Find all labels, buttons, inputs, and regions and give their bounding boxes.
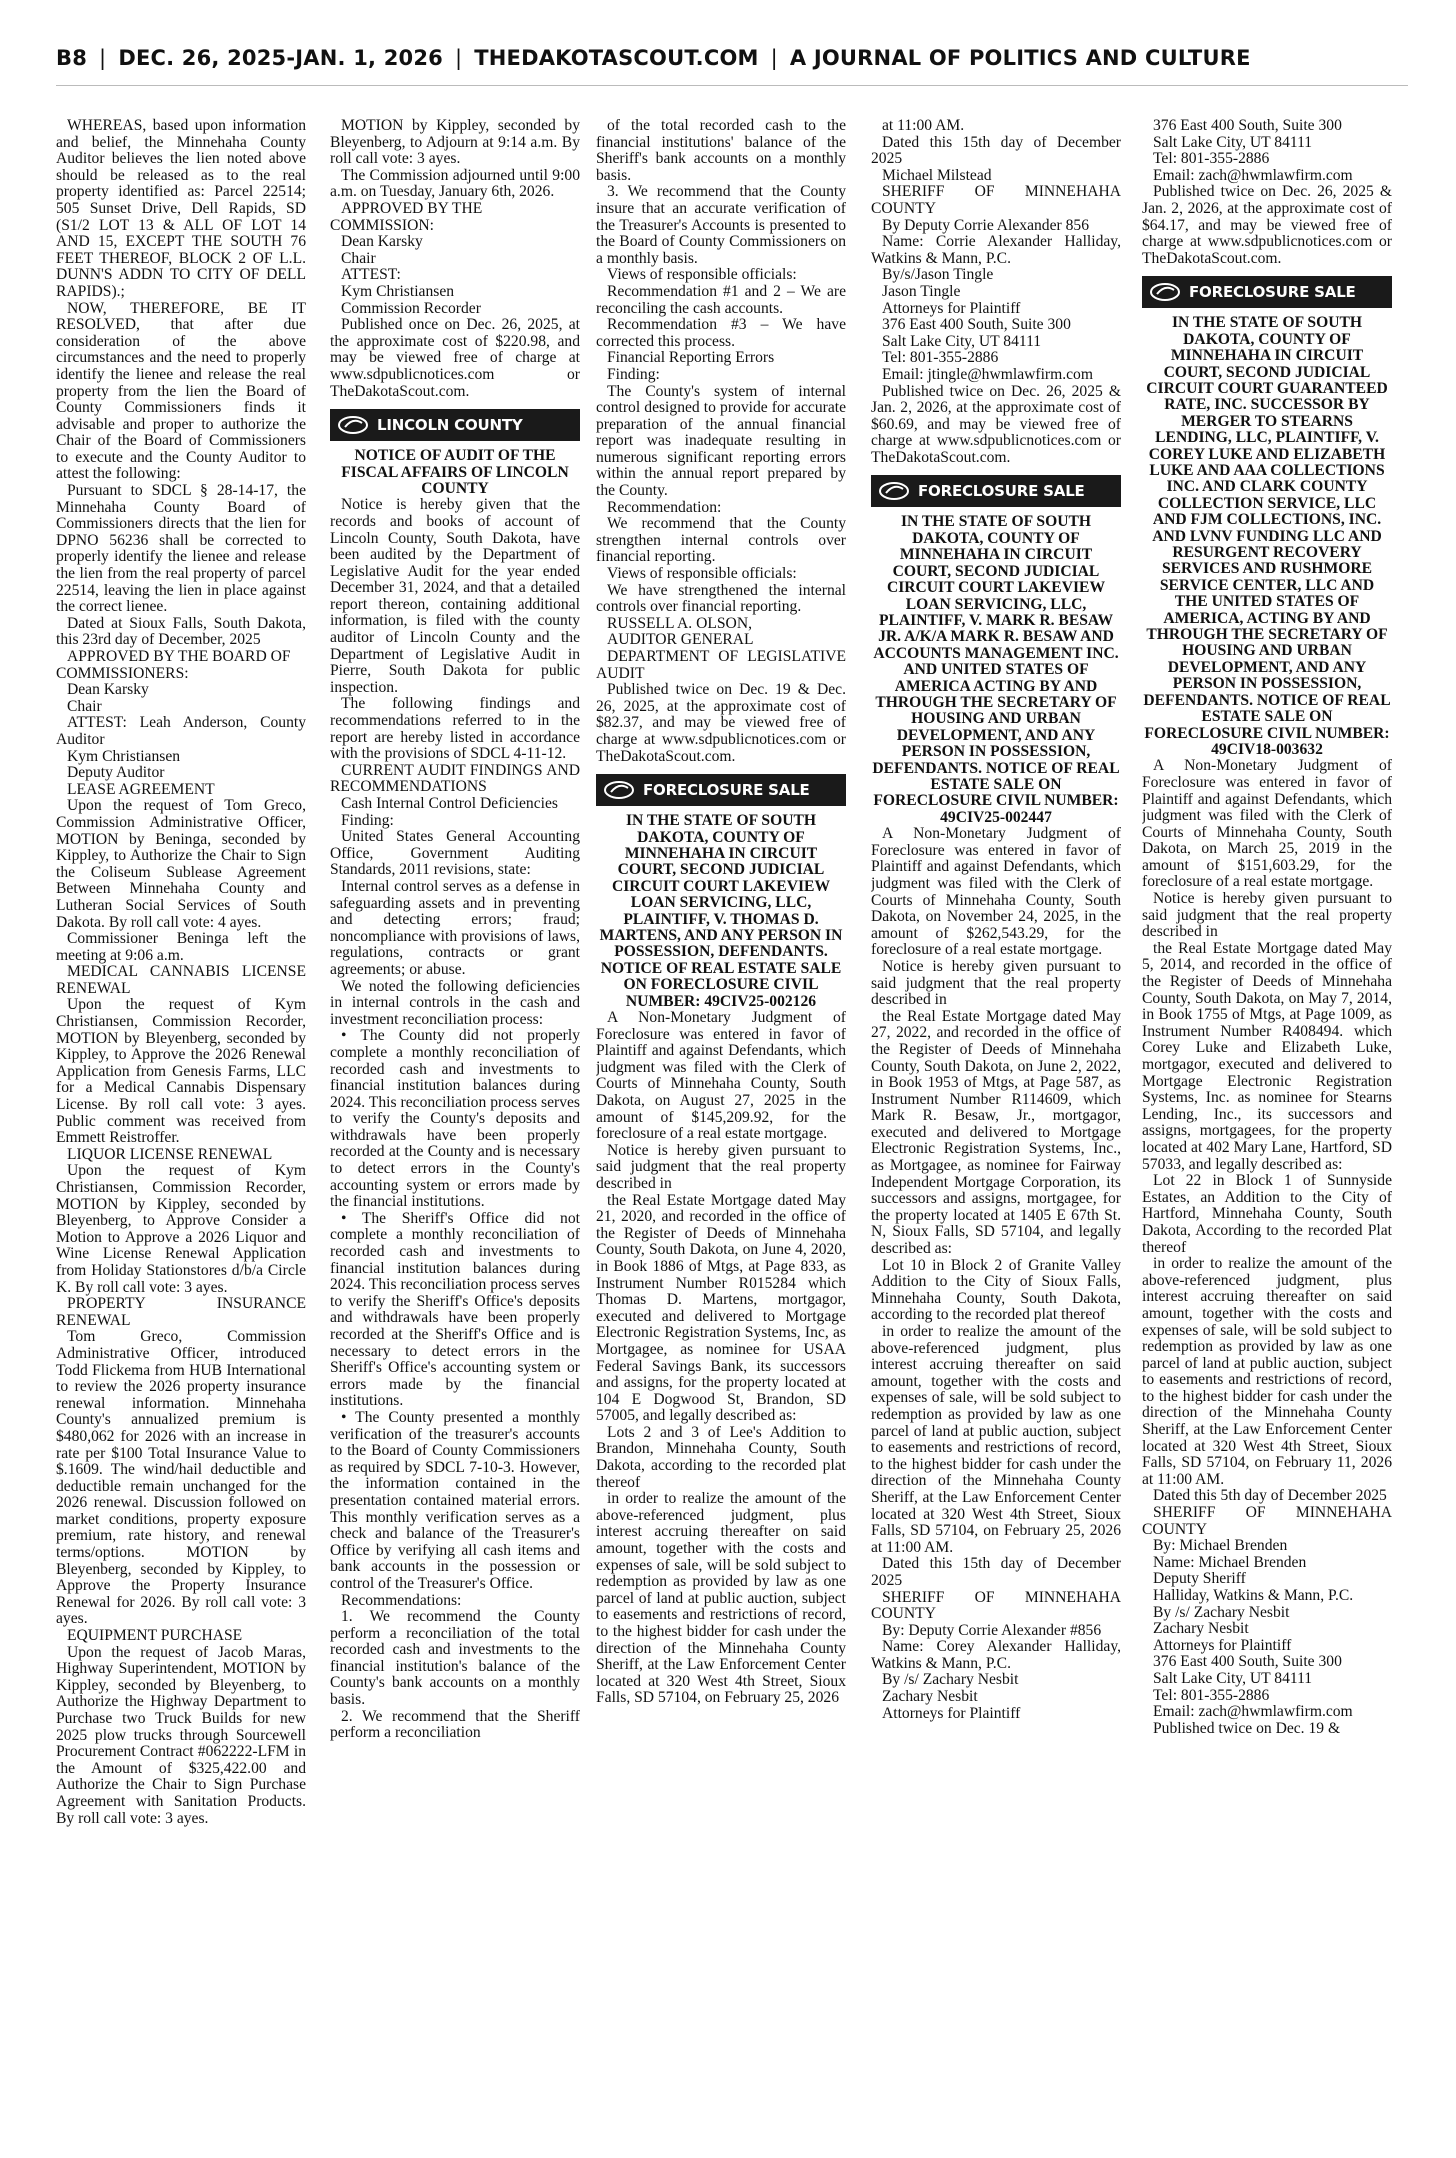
section-banner-label: FORECLOSURE SALE [643,780,810,799]
paragraph: WHEREAS, based upon information and belief, the Minnehaha County Auditor believes the lien noted above should be released as to the real property identified as: Parcel 22514; 505 Sunset Drive, Dell Rapids, SD (S1/2 LOT 13 & ALL OF LOT 14 AND 15, EXCEPT THE SOUTH 76 FEET THEREOF, BLOCK 2 OF L.L. DUNN'S ADDN TO CITY OF DELL RAPIDS).; [56,118,306,300]
paragraph: Commissioner Beninga left the meeting at 9:06 a.m. [56,930,306,964]
paragraph: • The County did not properly complete a monthly reconciliation of recorded cash and investments to financial institution balances during 2024. This reconciliation process serves to verify the County's deposits and withdrawals have been properly recorded at the County and is necessary to detect errors in the County's accounting system or errors made by the financial institutions. [330,1027,580,1211]
paragraph: MOTION by Kippley, seconded by Bleyenberg, to Adjourn at 9:14 a.m. By roll call vote: 3 ayes. [330,118,580,168]
paragraph: Email: zach@hwmlawfirm.com [1153,166,1353,184]
paragraph: NOW, THEREFORE, BE IT RESOLVED, that after due consideration of the above circumstances and the need to properly identify the lienee and release the real property from the lien the Board of County Commissioners finds it advisable and proper to authorize the Chair of the Board of Commissioners to execute and the County Auditor to attest the following: [56,299,306,483]
section-banner-label: LINCOLN COUNTY [377,415,523,434]
paragraph: Dated this 15th day of December 2025 [871,1555,1121,1589]
masthead: B8 | DEC. 26, 2025-JAN. 1, 2026 | THEDAKOTASCOUT.COM | A JOURNAL OF POLITICS AND CULTURE [56,46,1251,70]
paragraph: Dated this 15th day of December 2025 [871,133,1121,168]
text-line: 376 East 400 South, Suite 300 [1153,1653,1342,1671]
text-line: Deputy Sheriff [1153,1570,1246,1588]
text-line: Deputy Auditor [67,764,165,782]
scout-logo-icon [1148,281,1182,303]
text-line: Chair [341,249,376,267]
paragraph: MEDICAL CANNABIS LICENSE RENEWAL [56,963,306,997]
text-line: 376 East 400 South, Suite 300 [882,316,1071,334]
paragraph: SHERIFF OF MINNEHAHA COUNTY [1142,1504,1392,1538]
paragraph: Published twice on Dec. 19 & [1153,1719,1341,1737]
section-banner-label: FORECLOSURE SALE [1189,283,1356,302]
paragraph: Recommendation #1 and 2 – We are reconciling the cash accounts. [596,282,846,317]
paragraph: the Real Estate Mortgage dated May 27, 2022, and recorded in the office of the Register of Deeds of Minnehaha County, South Dakota, on June 2, 2022, in Book 1953 of Mtgs, at Page 587, as Instrument Number R114609, which Mark R. Besaw, Jr., mortgagor, executed and delivered to Mortgage Electronic Registration Systems, Inc., as Mortgagee, as nominee for Fairway Independent Mortgage Corporation, its successors and assigns, mortgagee, for the property located at 1405 E 67th St. N, Sioux Falls, SD 57104, and legally described as: [871,1007,1121,1258]
text-line: Zachary Nesbit [882,1688,978,1706]
notice-heading: NOTICE OF AUDIT OF THE FISCAL AFFAIRS OF LINCOLN COUNTY [341,447,569,497]
paragraph: A Non-Monetary Judgment of Foreclosure was entered in favor of Plaintiff and against Defendants, which judgment was filed with the Clerk of Courts of Minnehaha County, South Dakota, on August 27, 2025 in the amount of $145,209.92, for the foreclosure of a real estate mortgage. [596,1009,846,1143]
text-line: Jason Tingle [882,282,961,300]
paragraph: PROPERTY INSURANCE RENEWAL [56,1295,306,1329]
paragraph: The County's system of internal control designed to provide for accurate preparation of the annual financial report was inadequate resulting in numerous significant reporting errors within the annual report prepared by the County. [596,382,846,500]
paragraph: Internal control serves as a defense in safeguarding assets and in preventing and detecting errors; fraud; noncompliance with provisions of laws, regulations, contracts or grant agreements; or abuse. [330,877,580,978]
text-line: By/s/Jason Tingle [882,266,994,284]
paragraph: We noted the following deficiencies in internal controls in the cash and investment reconciliation process: [330,977,580,1028]
paragraph: Notice is hereby given that the records and books of account of Lincoln County, South Dakota, have been audited by the Department of Legislative Audit for the year ended December 31, 2024, and that a detailed report thereon, containing additional information, is filed with the county auditor of Lincoln County and the Department of Legislative Audit in Pierre, South Dakota for public inspection. [330,496,580,696]
text-line: Michael Milstead [882,166,992,184]
text-line: By /s/ Zachary Nesbit [1153,1603,1290,1621]
paragraph: Notice is hereby given pursuant to said judgment that the real property described in [596,1141,846,1192]
paragraph: By Deputy Corrie Alexander 856 [882,216,1090,234]
text-line: Commission Recorder [341,299,481,317]
paragraph: Upon the request of Kym Christiansen, Commission Recorder, MOTION by Bleyenberg, seconded by Kippley, to Approve the 2026 Renewal Application from Genesis Farms, LLC for a Medical Cannabis Dispensary License. By roll call vote: 3 ayes. Public comment was received from Emmett Reistroffer. [56,996,306,1147]
column-2 [330,118,580,2128]
masthead-rule [56,85,1408,86]
text-line: Recommendation: [607,498,722,516]
text-line: Financial Reporting Errors [607,349,775,367]
text-line: Attorneys for Plaintiff [1153,1636,1292,1654]
text-line: Kym Christiansen [67,747,181,765]
text-line: Finding: [341,811,394,829]
paragraph: Cash Internal Control Deficiencies [341,795,558,812]
paragraph: • The Sheriff's Office did not complete a monthly reconciliation of recorded cash and investments to financial institution balances during 2024. This reconciliation process serves to verify the Sheriff's Office's deposits and withdrawals have been properly recorded at the Sheriff's Office and is necessary to detect errors in the Sheriff's Office's accounting system or errors made by the financial institutions. [330,1209,580,1410]
text-line: APPROVED BY THE COMMISSION: [330,199,483,234]
text-line: Name: Michael Brenden [1153,1553,1307,1571]
text-line: Dean Karsky [341,233,423,251]
paragraph: SHERIFF OF MINNEHAHA COUNTY [871,183,1121,217]
paragraph: in order to realize the amount of the above-referenced judgment, plus interest accruing thereafter on said amount, together with the costs and expenses of sale, will be sold subject to redemption as provided by law as one parcel of land at public auction, subject to easements and restrictions of record, to the highest bidder for cash under the direction of the Minnehaha County Sheriff, at the Law Enforcement Center located at 320 West 4th Street, Sioux Falls, SD 57104, on February 25, 2026 at 11:00 AM. [871,1323,1121,1556]
section-banner [1142,276,1392,308]
text-line: APPROVED BY THE BOARD OF COMMISSIONERS: [56,648,291,682]
paragraph: the Real Estate Mortgage dated May 21, 2020, and recorded in the office of the Register of Deeds of Minnehaha County, South Dakota, on June 4, 2020, in Book 1886 of Mtgs, at Page 833, as Instrument Number R015284 which Thomas D. Martens, mortgagor, executed and delivered to Mortgage Electronic Registration Systems, Inc, as Mortgagee, as nominee for USAA Federal Savings Bank, its successors and assigns, for the property located at 104 E Dogwood St, Brandon, SD 57005, and legally described as: [596,1191,846,1425]
section-banner [330,409,580,441]
paragraph: in order to realize the amount of the above-referenced judgment, plus interest accruing thereafter on said amount, together with the costs and expenses of sale, will be sold subject to redemption as provided by law as one parcel of land at public auction, subject to easements and restrictions of record, to the highest bidder for cash under the direction of the Minnehaha County Sheriff, at the Law Enforcement Center located at 320 West 4th Street, Sioux Falls, SD 57104, on February 25, 2026 [596,1490,846,1707]
section-banner [871,475,1121,507]
paragraph: in order to realize the amount of the above-referenced judgment, plus interest accruing thereafter on said amount, together with the costs and expenses of sale, will be sold subject to redemption as provided by law as one parcel of land at public auction, subject to easements and restrictions of record, to the highest bidder for cash under the direction of the Minnehaha County Sheriff, at the Law Enforcement Center located at 320 West 4th Street, Sioux Falls, SD 57104, on February 11, 2026 at 11:00 AM. [1142,1255,1392,1488]
text-line: Chair [67,697,102,715]
text-line: Views of responsible officials: [607,565,797,583]
paragraph: Published twice on Dec. 19 & Dec. 26, 2025, at the approximate cost of $82.37, and may be viewed free of charge at www.sdpublicnotices.com or TheDakotaScout.com. [596,681,846,765]
text-line: at 11:00 AM. [882,118,965,134]
paragraph: Lot 10 in Block 2 of Granite Valley Addition to the City of Sioux Falls, Minnehaha County, South Dakota, according to the recorded plat thereof [871,1256,1121,1324]
paragraph: Email: zach@hwmlawfirm.com [1153,1703,1353,1721]
text-line: Zachary Nesbit [1153,1620,1249,1638]
text-line: Tel: 801-355-2886 [1153,1686,1270,1704]
text-line: 376 East 400 South, Suite 300 [1153,118,1342,134]
paragraph: Recommendation #3 – We have corrected this process. [596,316,846,350]
paragraph: The Commission adjourned until 9:00 a.m. on Tuesday, January 6th, 2026. [330,166,580,201]
page-number: B8 [56,46,88,70]
paragraph: ATTEST: Leah Anderson, County Auditor [56,714,306,748]
paragraph: CURRENT AUDIT FINDINGS AND RECOMMENDATIONS [330,761,580,796]
text-line: LEASE AGREEMENT [67,780,215,798]
paragraph: Published once on Dec. 26, 2025, at the approximate cost of $220.98, and may be viewed free of charge at www.sdpublicnotices.com or TheDakotaScout.com. [330,316,580,400]
scout-logo-icon [602,779,636,801]
paragraph: The following findings and recommendations referred to in the report are hereby listed in accordance with the provisions of SDCL 4-11-12. [330,695,580,763]
section-banner [596,774,846,806]
text-line: Views of responsible officials: [607,266,797,284]
paragraph: Published twice on Dec. 26, 2025 & Jan. 2, 2026, at the approximate cost of $60.69, and may be viewed free of charge at www.sdpublicnotices.com or TheDakotaScout.com. [871,382,1121,466]
paragraph: By: Deputy Corrie Alexander #856 [882,1621,1102,1639]
section-banner-label: FORECLOSURE SALE [918,482,1085,501]
tagline: A JOURNAL OF POLITICS AND CULTURE [789,46,1251,70]
column-5 [1142,118,1392,2128]
text-line: Finding: [607,365,660,383]
text-line: Dean Karsky [67,681,149,699]
text-line: ATTEST: [341,266,401,284]
paragraph: DEPARTMENT OF LEGISLATIVE AUDIT [596,648,846,682]
paragraph: Lot 22 in Block 1 of Sunnyside Estates, an Addition to the City of Hartford, Minnehaha County, South Dakota, According to the recorded Plat thereof [1142,1172,1392,1256]
paragraph: We have strengthened the internal controls over financial reporting. [596,581,846,616]
text-line: AUDITOR GENERAL [607,631,754,649]
paragraph: 1. We recommend the County perform a reconciliation of the total recorded cash and investments to the financial institution's balance of the County's bank accounts on a monthly basis. [330,1608,580,1709]
paragraph: Lots 2 and 3 of Lee's Addition to Brandon, Minnehaha County, South Dakota, according to the recorded plat thereof [596,1423,846,1491]
paragraph: Name: Corrie Alexander Halliday, Watkins & Mann, P.C. [871,233,1121,267]
paragraph: Upon the request of Kym Christiansen, Commission Recorder, MOTION by Kippley, seconded by Bleyenberg, to Approve Consider a Motion to Approve a 2026 Liquor and Wine License Renewal Application from Holiday Stationstores d/b/a Circle K. By roll call vote: 3 ayes. [56,1162,306,1296]
notice-heading: IN THE STATE OF SOUTH DAKOTA, COUNTY OF MINNEHAHA IN CIRCUIT COURT, SECOND JUDICIAL CIRCUIT COURT GUARANTEED RATE, INC. SUCCESSOR BY MERGER TO STEARNS LENDING, LLC, PLAINTIFF, V. COREY LUKE AND ELIZABETH LUKE AND AAA COLLECTIONS INC. AND CLARK COUNTY COLLECTION SERVICE, LLC AND FJM COLLECTIONS, INC. AND LVNV FUNDING LLC AND RESURGENT RECOVERY SERVICES AND RUSHMORE SERVICE CENTER, LLC AND THE UNITED STATES OF AMERICA, ACTING BY AND THROUGH THE SECRETARY OF HOUSING AND URBAN DEVELOPMENT, AND ANY PERSON IN POSSESSION, DEFENDANTS. NOTICE OF REAL ESTATE SALE ON FORECLOSURE CIVIL NUMBER: 49CIV18-003632 [1143,314,1391,758]
text-line: EQUIPMENT PURCHASE [67,1627,243,1645]
paragraph: A Non-Monetary Judgment of Foreclosure was entered in favor of Plaintiff and against Defendants, which judgment was filed with the Clerk of Courts of Minnehaha County, South Dakota, on November 24, 2025, in the amount of $262,543.29, for the foreclosure of a real estate mortgage. [871,825,1121,959]
paragraph: Tom Greco, Commission Administrative Officer, introduced Todd Flickema from HUB International to review the 2026 property insurance renewal information. Minnehaha County's annualized premium is $480,062 for 2026 with an increase in rate per $100 Total Insurance Value to $.1609. The wind/hail deductible and deductible remain unchanged for the 2026 renewal. Discussion followed on market conditions, property exposure premium, rate history, and renewal terms/options. MOTION by Bleyenberg, seconded by Kippley, to Approve the Property Insurance Renewal for 2026. By roll call vote: 3 ayes. [56,1328,306,1628]
paragraph: A Non-Monetary Judgment of Foreclosure was entered in favor of Plaintiff and against Defendants, which judgment was filed with the Clerk of Courts of Minnehaha County, South Dakota, on March 25, 2019 in the amount of $151,603.29, for the foreclosure of a real estate mortgage. [1142,757,1392,891]
paragraph: 3. We recommend that the County insure that an accurate verification of the Treasurer's Accounts is presented to the Board of County Commissioners on a monthly basis. [596,183,846,267]
scout-logo-icon [336,414,370,436]
text-line: Salt Lake City, UT 84111 [1153,133,1313,151]
issue-date: DEC. 26, 2025-JAN. 1, 2026 [118,46,443,70]
paragraph: United States General Accounting Office, Government Auditing Standards, 2011 revisions, state: [330,828,580,879]
text-line: LIQUOR LICENSE RENEWAL [67,1145,273,1163]
notice-heading: IN THE STATE OF SOUTH DAKOTA, COUNTY OF MINNEHAHA IN CIRCUIT COURT, SECOND JUDICIAL CIRCUIT COURT LAKEVIEW LOAN SERVICING, LLC, PLAINTIFF, V. THOMAS D. MARTENS, AND ANY PERSON IN POSSESSION, DEFENDANTS. NOTICE OF REAL ESTATE SALE ON FORECLOSURE CIVIL NUMBER: 49CIV25-002126 [599,812,843,1010]
paragraph: the Real Estate Mortgage dated May 5, 2014, and recorded in the office of the Register of Deeds of Minnehaha County, South Dakota, on May 7, 2014, in Book 1755 of Mtgs, at Page 1009, as Instrument Number R408494. which Corey Luke and Elizabeth Luke, mortgagor, executed and delivered to Mortgage Electronic Registration Systems, Inc. as nominee for Stearns Lending, Inc., its successors and assigns, mortgagees, for the property located at 402 Mary Lane, Hartford, SD 57033, and legally described as: [1142,939,1392,1173]
paragraph: Dated at Sioux Falls, South Dakota, this 23rd day of December, 2025 [56,614,306,649]
paragraph: Notice is hereby given pursuant to said judgment that the real property described in [1142,890,1392,941]
text-line: Recommendations: [341,1591,462,1609]
text-line: By /s/ Zachary Nesbit [882,1671,1019,1689]
paragraph: of the total recorded cash to the financial institutions' balance of the Sheriff's bank accounts on a monthly basis. [596,118,846,184]
text-line: Salt Lake City, UT 84111 [882,332,1042,350]
text-line: Attorneys for Plaintiff [882,299,1021,317]
paragraph: Published twice on Dec. 26, 2025 & Jan. 2, 2026, at the approximate cost of $64.17, and may be viewed free of charge at www.sdpublicnotices.com or TheDakotaScout.com. [1142,183,1392,267]
text-line: Salt Lake City, UT 84111 [1153,1669,1313,1687]
paragraph: Dated this 5th day of December 2025 [1153,1487,1387,1505]
paragraph: Notice is hereby given pursuant to said judgment that the real property described in [871,957,1121,1009]
text-line: Halliday, Watkins & Mann, P.C. [1153,1587,1354,1604]
text-line: By: Michael Brenden [1153,1537,1288,1555]
text-line: Tel: 801-355-2886 [1153,150,1270,168]
text-line: Kym Christiansen [341,282,455,300]
column-3 [596,118,846,2128]
scout-logo-icon [877,480,911,502]
paragraph: We recommend that the County strengthen internal controls over financial reporting. [596,515,846,566]
site-name: THEDAKOTASCOUT.COM [474,46,759,70]
text-line: Attorneys for Plaintiff [882,1704,1021,1722]
text-line: Tel: 801-355-2886 [882,349,999,367]
column-4 [871,118,1121,2128]
paragraph: Upon the request of Tom Greco, Commission Administrative Officer, MOTION by Beninga, seconded by Kippley, to Authorize the Chair to Sign the Coliseum Sublease Agreement Between Minnehaha County and Lutheran Social Services of South Dakota. By roll call vote: 4 ayes. [56,797,306,931]
paragraph: 2. We recommend that the Sheriff perform a reconciliation [330,1707,580,1742]
paragraph: Upon the request of Jacob Maras, Highway Superintendent, MOTION by Kippley, seconded by Bleyenberg, to Authorize the Highway Department to Purchase two Truck Builds for new 2025 plow trucks through Sourcewell Procurement Contract #062222-LFM in the Amount of $325,422.00 and Authorize the Chair to Sign Purchase Agreement with Sanitation Products. By roll call vote: 3 ayes. [56,1643,306,1827]
paragraph: SHERIFF OF MINNEHAHA COUNTY [871,1588,1121,1623]
paragraph: Name: Corey Alexander Halliday, Watkins & Mann, P.C. [871,1638,1121,1672]
text-line: RUSSELL A. OLSON, [607,614,752,632]
notice-heading: IN THE STATE OF SOUTH DAKOTA, COUNTY OF MINNEHAHA IN CIRCUIT COURT, SECOND JUDICIAL CIRCUIT COURT LAKEVIEW LOAN SERVICING, LLC, PLAINTIFF, V. MARK R. BESAW JR. A/K/A MARK R. BESAW AND ACCOUNTS MANAGEMENT INC. AND UNITED STATES OF AMERICA ACTING BY AND THROUGH THE SECRETARY OF HOUSING AND URBAN DEVELOPMENT, AND ANY PERSON IN POSSESSION, DEFENDANTS. NOTICE OF REAL ESTATE SALE ON FORECLOSURE CIVIL NUMBER: 49CIV25-002447 [872,513,1120,826]
column-1 [56,118,306,2128]
paragraph: Pursuant to SDCL § 28-14-17, the Minnehaha County Board of Commissioners directs that the lien for DPNO 56236 shall be corrected to properly identify the lienee and release the lien from the real property of parcel 22514, leaving the lien in place against the correct lienee. [56,482,306,616]
paragraph: • The County presented a monthly verification of the treasurer's accounts to the Board of County Commissioners as required by SDCL 7-10-3. However, the information contained in the presentation contained material errors. This monthly verification serves as a check and balance of the Treasurer's Office by verifying all cash items and bank accounts in the possession or control of the Treasurer's Office. [330,1408,580,1592]
paragraph: Email: jtingle@hwmlawfirm.com [882,365,1093,383]
